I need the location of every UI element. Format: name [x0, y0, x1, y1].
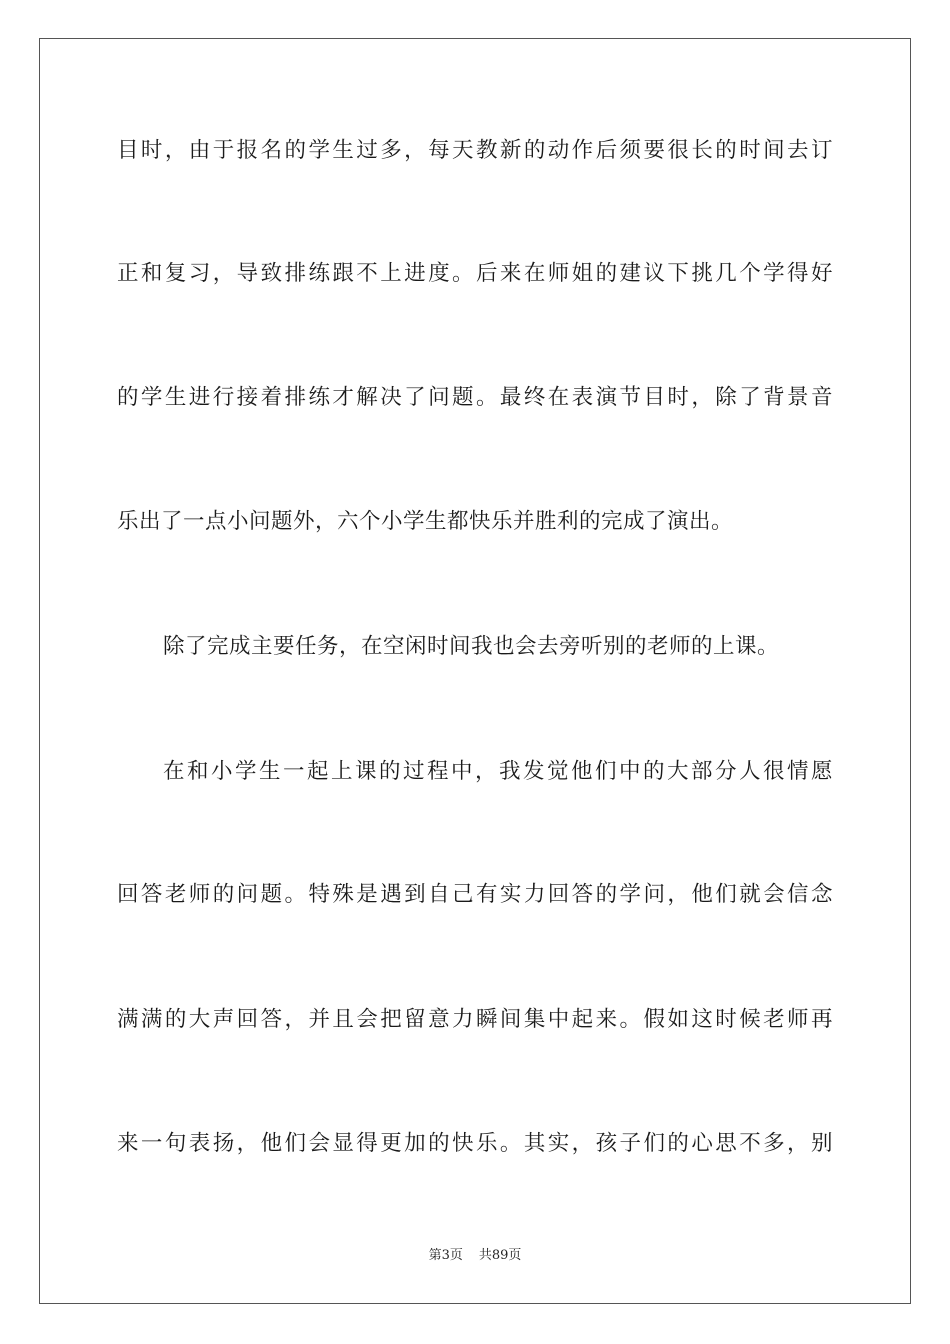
- text-line: 回答老师的问题。特殊是遇到自己有实力回答的学问，他们就会信念: [117, 882, 833, 907]
- text-line: 乐出了一点小问题外，六个小学生都快乐并胜利的完成了演出。: [117, 509, 734, 534]
- text-line: 的学生进行接着排练才解决了问题。最终在表演节目时，除了背景音: [117, 385, 833, 410]
- text-line: 满满的大声回答，并且会把留意力瞬间集中起来。假如这时候老师再: [117, 1007, 833, 1032]
- total-pages: 共89页: [478, 1248, 522, 1263]
- page-border: [39, 38, 911, 1304]
- page-number: 第3页: [428, 1248, 463, 1263]
- text-line: 来一句表扬，他们会显得更加的快乐。其实，孩子们的心思不多，别: [117, 1131, 833, 1156]
- text-line: 在和小学生一起上课的过程中，我发觉他们中的大部分人很情愿: [163, 759, 833, 784]
- page-footer: [0, 1247, 950, 1265]
- text-line: 目时，由于报名的学生过多，每天教新的动作后须要很长的时间去订: [117, 138, 833, 163]
- text-line: 除了完成主要任务，在空闲时间我也会去旁听别的老师的上课。: [163, 634, 780, 659]
- text-line: 正和复习，导致排练跟不上进度。后来在师姐的建议下挑几个学得好: [117, 261, 833, 286]
